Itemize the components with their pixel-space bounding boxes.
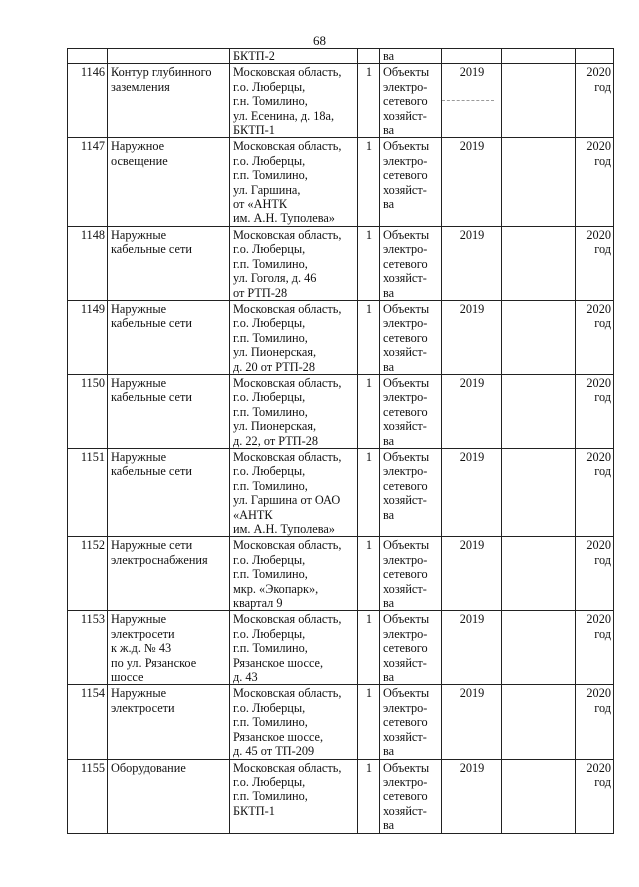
cell-address [230,300,358,374]
address-line: г.о. Люберцы, [233,700,306,715]
address-line: г.п. Томилино, [233,715,308,730]
cell-year-end [576,226,614,300]
year-end-line: год [594,626,611,641]
year-end-line: 2020 [586,538,611,553]
cell-year-end [576,448,614,536]
address-line: ул. Пионерская, [233,419,317,434]
cell-category [380,611,442,685]
row-number: 1155 [80,760,105,775]
year-start-value: 2019 [459,139,485,154]
category-line: ва [383,433,395,448]
cell-quantity [358,448,380,536]
year-end-line: 2020 [586,686,611,701]
address-line: ул. Есенина, д. 18а, [233,108,335,123]
category-line: ва [383,670,395,685]
cell-year-end [576,64,614,138]
address-line: г.о. Люберцы, [233,626,306,641]
cell-number [68,537,108,611]
year-end-line: 2020 [586,760,611,775]
quantity-value: 1 [365,449,373,464]
cell-year-end [576,300,614,374]
year-end-line: год [594,552,611,567]
category-line: ва [383,596,395,611]
address-line: от «АНТК [233,197,288,212]
year-start-value: 2019 [459,449,485,464]
category-line: сетевого [383,789,428,804]
category-line: Объекты [383,612,430,627]
cell-number [68,374,108,448]
cell-number [68,611,108,685]
cell-year-end [576,138,614,226]
row-number: 1154 [80,686,105,701]
category-line: сетевого [383,478,428,493]
address-line: г.о. Люберцы, [233,153,306,168]
cell-address [230,537,358,611]
address-line: г.о. Люберцы, [233,79,306,94]
quantity-value: 1 [365,612,373,627]
cell-category [380,49,442,64]
name-line: Наружные [111,227,167,242]
address-line: г.п. Томилино, [233,168,308,183]
category-line: ва [383,123,395,138]
cell-address [230,64,358,138]
row-number: 1153 [80,612,105,627]
address-line: г.н. Томилино, [233,94,308,109]
category-line: сетевого [383,168,428,183]
name-line: шоссе [111,670,144,685]
address-line: д. 43 [233,670,258,685]
name-line: Контур глубинного [111,65,212,80]
address-line: ул. Пионерская, [233,345,317,360]
category-line: сетевого [383,715,428,730]
cell-number [68,138,108,226]
category-line: ва [383,744,395,759]
table-row [68,537,614,611]
year-start-value: 2019 [459,612,485,627]
year-end-line: 2020 [586,375,611,390]
address-line: г.п. Томилино, [233,404,308,419]
cell-category [380,448,442,536]
row-number: 1152 [80,538,105,553]
address-line: г.о. Люберцы, [233,390,306,405]
cell-empty [502,49,576,64]
cell-empty [502,226,576,300]
year-end-line: год [594,79,611,94]
cell-category [380,64,442,138]
address-line: от РТП-28 [233,285,288,300]
category-line: электро- [383,390,428,405]
cell-category [380,759,442,833]
cell-number [68,759,108,833]
cell-name [108,759,230,833]
year-start-value: 2019 [459,301,485,316]
category-line: Объекты [383,301,430,316]
year-end-line: год [594,774,611,789]
category-line: сетевого [383,330,428,345]
cell-address [230,49,358,64]
category-line: Объекты [383,449,430,464]
row-number: 1150 [80,375,105,390]
address-line: г.п. Томилино, [233,789,308,804]
cell-quantity [358,64,380,138]
address-line: квартал 9 [233,596,283,611]
address-line: д. 20 от РТП-28 [233,359,315,374]
address-line: БКТП-1 [233,803,275,818]
row-number: 1148 [80,227,105,242]
address-line: Московская область, [233,227,342,242]
category-line: хозяйст- [383,655,427,670]
cell-name [108,685,230,759]
address-line: им. А.Н. Туполева» [233,522,335,536]
category-line: ва [383,49,395,63]
year-end-line: 2020 [586,301,611,316]
quantity-value: 1 [365,538,373,553]
name-line: заземления [111,79,170,94]
quantity-value: 1 [365,375,373,390]
cell-year-start [442,448,502,536]
name-line: кабельные сети [111,390,192,405]
year-end-line: год [594,700,611,715]
cell-number [68,685,108,759]
cell-year-start [442,138,502,226]
category-line: Объекты [383,227,430,242]
cell-quantity [358,138,380,226]
row-number: 1151 [80,449,105,464]
category-line: сетевого [383,404,428,419]
cell-address [230,611,358,685]
name-line: Наружные [111,612,167,627]
address-line: г.п. Томилино, [233,330,308,345]
table-row [68,374,614,448]
scan-mark [442,100,494,101]
year-start-value: 2019 [459,65,485,80]
address-line: им. А.Н. Туполева» [233,211,335,226]
category-line: хозяйст- [383,803,427,818]
year-start-value: 2019 [459,686,485,701]
cell-empty [502,138,576,226]
cell-empty [502,374,576,448]
cell-year-start [442,611,502,685]
table-row [68,138,614,226]
address-line: д. 22, от РТП-28 [233,433,319,448]
year-end-line: 2020 [586,612,611,627]
property-registry-table [67,48,614,834]
category-line: хозяйст- [383,419,427,434]
address-line: г.п. Томилино, [233,641,308,656]
category-line: электро- [383,464,428,479]
cell-name [108,226,230,300]
address-line: Московская область, [233,760,342,775]
name-line: освещение [111,153,168,168]
address-line: г.п. Томилино, [233,256,308,271]
name-line: кабельные сети [111,316,192,331]
address-line: г.о. Люберцы, [233,552,306,567]
year-start-value: 2019 [459,227,485,242]
cell-quantity [358,49,380,64]
name-line: электросети [111,626,175,641]
cell-address [230,685,358,759]
address-line: г.п. Томилино, [233,478,308,493]
address-line: Московская область, [233,65,342,80]
address-line: Рязанское шоссе, [233,729,324,744]
cell-category [380,138,442,226]
category-line: сетевого [383,567,428,582]
cell-category [380,685,442,759]
name-line: электросети [111,700,175,715]
year-end-line: 2020 [586,227,611,242]
name-line: Наружные [111,686,167,701]
address-line: ул. Гаршина от ОАО [233,493,341,508]
year-end-line: год [594,316,611,331]
address-line: г.о. Люберцы, [233,242,306,257]
category-line: электро- [383,552,428,567]
address-line: Московская область, [233,686,342,701]
table-body [68,49,614,834]
category-line: Объекты [383,760,430,775]
year-end-line: год [594,464,611,479]
cell-year-end [576,49,614,64]
category-line: электро- [383,774,428,789]
cell-year-end [576,685,614,759]
address-line: мкр. «Экопарк», [233,581,319,596]
address-line: г.о. Люберцы, [233,774,306,789]
cell-empty [502,611,576,685]
year-start-value: 2019 [459,375,485,390]
table-row [68,448,614,536]
name-line: электроснабжения [111,552,208,567]
address-line: Московская область, [233,301,342,316]
row-number: 1147 [80,139,105,154]
name-line: кабельные сети [111,242,192,257]
table-row [68,685,614,759]
year-end-line: год [594,153,611,168]
year-end-line: год [594,390,611,405]
address-line: д. 45 от ТП-209 [233,744,315,759]
cell-empty [502,759,576,833]
cell-name [108,64,230,138]
address-line: БКТП-2 [233,49,275,63]
cell-year-start [442,374,502,448]
name-line: по ул. Рязанское [111,655,197,670]
category-line: хозяйст- [383,729,427,744]
address-line: Рязанское шоссе, [233,655,324,670]
cell-address [230,448,358,536]
category-line: электро- [383,316,428,331]
quantity-value: 1 [365,65,373,80]
year-end-line: 2020 [586,139,611,154]
page-number: 68 [313,33,326,48]
cell-empty [502,685,576,759]
table-row [68,64,614,138]
cell-number [68,300,108,374]
cell-quantity [358,537,380,611]
cell-name [108,300,230,374]
quantity-value: 1 [365,301,373,316]
name-line: Наружные сети [111,538,193,553]
category-line: электро- [383,79,428,94]
category-line: хозяйст- [383,108,427,123]
quantity-value: 1 [365,139,373,154]
address-line: БКТП-1 [233,123,275,138]
cell-number [68,49,108,64]
name-line: Наружные [111,449,167,464]
category-line: электро- [383,626,428,641]
address-line: ул. Гаршина, [233,182,301,197]
category-line: электро- [383,153,428,168]
category-line: хозяйст- [383,345,427,360]
cell-name [108,138,230,226]
category-line: сетевого [383,94,428,109]
cell-name [108,448,230,536]
table-row [68,300,614,374]
category-line: хозяйст- [383,271,427,286]
cell-year-end [576,374,614,448]
category-line: Объекты [383,375,430,390]
cell-address [230,226,358,300]
category-line: ва [383,507,395,522]
address-line: ул. Гоголя, д. 46 [233,271,317,286]
row-number: 1146 [80,65,105,80]
address-line: Московская область, [233,139,342,154]
cell-year-start [442,300,502,374]
cell-name [108,49,230,64]
cell-number [68,226,108,300]
cell-year-start [442,759,502,833]
name-line: Наружные [111,301,167,316]
cell-year-start [442,537,502,611]
category-line: ва [383,359,395,374]
cell-year-start [442,685,502,759]
year-end-line: 2020 [586,65,611,80]
table-row [68,611,614,685]
category-line: ва [383,197,395,212]
table-row [68,226,614,300]
name-line: к ж.д. № 43 [111,641,172,656]
cell-category [380,226,442,300]
category-line: сетевого [383,256,428,271]
category-line: электро- [383,242,428,257]
cell-year-end [576,611,614,685]
cell-empty [502,537,576,611]
cell-quantity [358,759,380,833]
category-line: Объекты [383,686,430,701]
table-row [68,759,614,833]
year-end-line: 2020 [586,449,611,464]
cell-quantity [358,226,380,300]
category-line: хозяйст- [383,493,427,508]
quantity-value: 1 [365,686,373,701]
address-line: «АНТК [233,507,273,522]
cell-empty [502,448,576,536]
row-number: 1149 [80,301,105,316]
name-line: Наружное [111,139,165,154]
cell-year-start [442,49,502,64]
category-line: Объекты [383,139,430,154]
name-line: кабельные сети [111,464,192,479]
cell-name [108,611,230,685]
address-line: Московская область, [233,375,342,390]
cell-quantity [358,685,380,759]
cell-address [230,759,358,833]
category-line: электро- [383,700,428,715]
address-line: Московская область, [233,538,342,553]
address-line: г.о. Люберцы, [233,464,306,479]
category-line: Объекты [383,65,430,80]
quantity-value: 1 [365,227,373,242]
cell-year-end [576,537,614,611]
cell-empty [502,64,576,138]
quantity-value: 1 [365,760,373,775]
continuation-row [68,49,614,64]
category-line: хозяйст- [383,581,427,596]
cell-year-start [442,226,502,300]
cell-number [68,64,108,138]
year-start-value: 2019 [459,538,485,553]
cell-year-end [576,759,614,833]
category-line: хозяйст- [383,182,427,197]
address-line: Московская область, [233,612,342,627]
cell-address [230,138,358,226]
category-line: ва [383,285,395,300]
cell-category [380,374,442,448]
cell-address [230,374,358,448]
cell-number [68,448,108,536]
address-line: Московская область, [233,449,342,464]
cell-category [380,537,442,611]
cell-name [108,374,230,448]
cell-empty [502,300,576,374]
year-start-value: 2019 [459,760,485,775]
name-line: Наружные [111,375,167,390]
cell-quantity [358,611,380,685]
address-line: г.о. Люберцы, [233,316,306,331]
category-line: сетевого [383,641,428,656]
category-line: Объекты [383,538,430,553]
name-line: Оборудование [111,760,186,775]
cell-quantity [358,374,380,448]
cell-quantity [358,300,380,374]
category-line: ва [383,818,395,833]
year-end-line: год [594,242,611,257]
address-line: г.п. Томилино, [233,567,308,582]
cell-category [380,300,442,374]
cell-name [108,537,230,611]
